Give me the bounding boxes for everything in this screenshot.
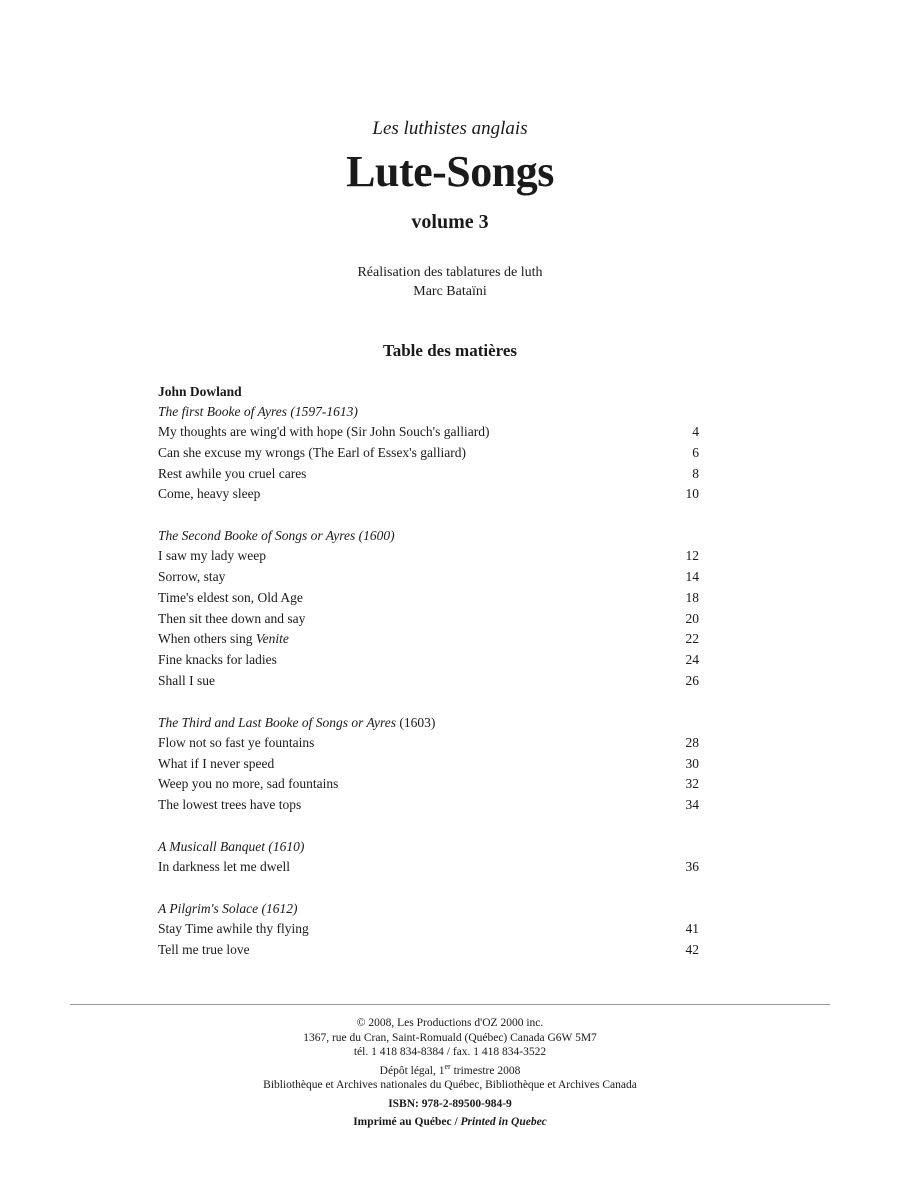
- toc-entry[interactable]: [158, 919, 699, 940]
- publisher-address: 1367, rue du Cran, Saint-Romuald (Québec) Canada G6W 5M7: [303, 1031, 597, 1044]
- entry-title: Can she excuse my wrongs (The Earl of Essex's galliard): [158, 444, 466, 460]
- entry-page: 34: [685, 797, 699, 813]
- toc-entry[interactable]: [158, 443, 699, 464]
- toc-entry[interactable]: [158, 484, 699, 505]
- entry-title: The lowest trees have tops: [158, 797, 302, 813]
- entry-page: 42: [685, 941, 699, 957]
- toc-entry[interactable]: [158, 774, 699, 795]
- entry-title: Time's eldest son, Old Age: [158, 589, 303, 605]
- section-gap: [158, 505, 699, 526]
- book-title: [158, 713, 699, 733]
- entry-page: 24: [685, 652, 699, 668]
- entry-page: 4: [692, 424, 699, 439]
- entry-title: Tell me true love: [158, 941, 250, 957]
- entry-page: 28: [685, 734, 699, 750]
- entry-page: 14: [685, 568, 699, 584]
- entry-title-italic: Venite: [255, 631, 289, 647]
- toc-entry[interactable]: [158, 422, 699, 443]
- toc-entry[interactable]: [158, 650, 699, 671]
- publisher-phone: tél. 1 418 834-8384 / fax. 1 418 834-3522: [353, 1046, 547, 1058]
- imprint-footer: [0, 1016, 900, 1130]
- toc-entry[interactable]: [158, 546, 699, 567]
- credit-line-2: Marc Bataïni: [413, 284, 487, 299]
- entry-title: Weep you no more, sad fountains: [158, 776, 339, 792]
- entry-page: 30: [685, 755, 699, 771]
- volume-label: volume 3: [411, 211, 489, 233]
- entry-page: 10: [685, 486, 699, 502]
- section-gap: [158, 692, 699, 713]
- book-title: The first Booke of Ayres (1597-1613): [158, 404, 358, 419]
- entry-title: My thoughts are wing'd with hope (Sir John Souch's galliard): [158, 424, 490, 439]
- toc-entry[interactable]: [158, 588, 699, 609]
- credit: [0, 263, 900, 301]
- toc-entry[interactable]: [158, 567, 699, 588]
- entry-page: 6: [692, 444, 699, 460]
- page-title: Lute-Songs: [346, 147, 554, 196]
- book-title-italic: The Third and Last Booke of Songs or Ayres: [158, 714, 397, 730]
- toc-entry[interactable]: [158, 609, 699, 630]
- printed-in: Imprimé au Québec / Printed in Quebec: [353, 1116, 547, 1128]
- composer-name: John Dowland: [158, 384, 242, 399]
- toc-entry[interactable]: [158, 754, 699, 775]
- entry-title: What if I never speed: [158, 755, 275, 771]
- entry-title: Come, heavy sleep: [158, 486, 261, 502]
- toc-entry[interactable]: [158, 795, 699, 816]
- entry-title: [158, 629, 289, 650]
- book-year: (1603): [399, 714, 436, 730]
- entry-page: 12: [685, 548, 699, 564]
- copyright: © 2008, Les Productions d'OZ 2000 inc.: [356, 1017, 544, 1029]
- entry-page: 26: [685, 672, 699, 688]
- entry-title-roman: When others sing: [158, 631, 253, 647]
- entry-page: 36: [685, 858, 699, 874]
- series-title: Les luthistes anglais: [372, 118, 528, 139]
- entry-page: 18: [685, 589, 699, 605]
- entry-page: 8: [692, 465, 699, 481]
- book-title: The Second Booke of Songs or Ayres (1600): [158, 528, 395, 544]
- entry-title: Fine knacks for ladies: [158, 652, 277, 668]
- section-gap: [158, 878, 699, 899]
- libraries: Bibliothèque et Archives nationales du Québec, Bibliothèque et Archives Canada: [263, 1079, 637, 1091]
- entry-title: Flow not so fast ye fountains: [158, 734, 315, 750]
- toc-heading: Table des matières: [382, 341, 518, 360]
- toc-entry[interactable]: [158, 733, 699, 754]
- isbn: ISBN: 978-2-89500-984-9: [388, 1097, 512, 1110]
- book-title: A Pilgrim's Solace (1612): [158, 900, 298, 916]
- toc-entry[interactable]: [158, 629, 699, 650]
- entry-title: Sorrow, stay: [158, 568, 226, 584]
- footer-divider: [70, 1004, 830, 1005]
- section-gap: [158, 816, 699, 837]
- toc-entry[interactable]: [158, 671, 699, 692]
- toc-entry[interactable]: [158, 857, 699, 878]
- toc-entry[interactable]: [158, 464, 699, 485]
- entry-page: 20: [685, 610, 699, 626]
- entry-title: Then sit thee down and say: [158, 610, 306, 626]
- legal-deposit: Dépôt légal, 1er trimestre 2008: [379, 1061, 521, 1077]
- entry-page: 32: [685, 776, 699, 792]
- toc-entry[interactable]: [158, 940, 699, 961]
- table-of-contents: [158, 381, 699, 960]
- entry-title: In darkness let me dwell: [158, 858, 290, 874]
- entry-page: 41: [685, 920, 699, 936]
- entry-title: Stay Time awhile thy flying: [158, 920, 309, 936]
- entry-title: I saw my lady weep: [158, 548, 266, 564]
- credit-line-1: Réalisation des tablatures de luth: [357, 265, 543, 280]
- entry-title: Shall I sue: [158, 672, 215, 688]
- book-title: A Musicall Banquet (1610): [158, 838, 305, 854]
- entry-page: 22: [685, 631, 699, 647]
- entry-title: Rest awhile you cruel cares: [158, 465, 307, 481]
